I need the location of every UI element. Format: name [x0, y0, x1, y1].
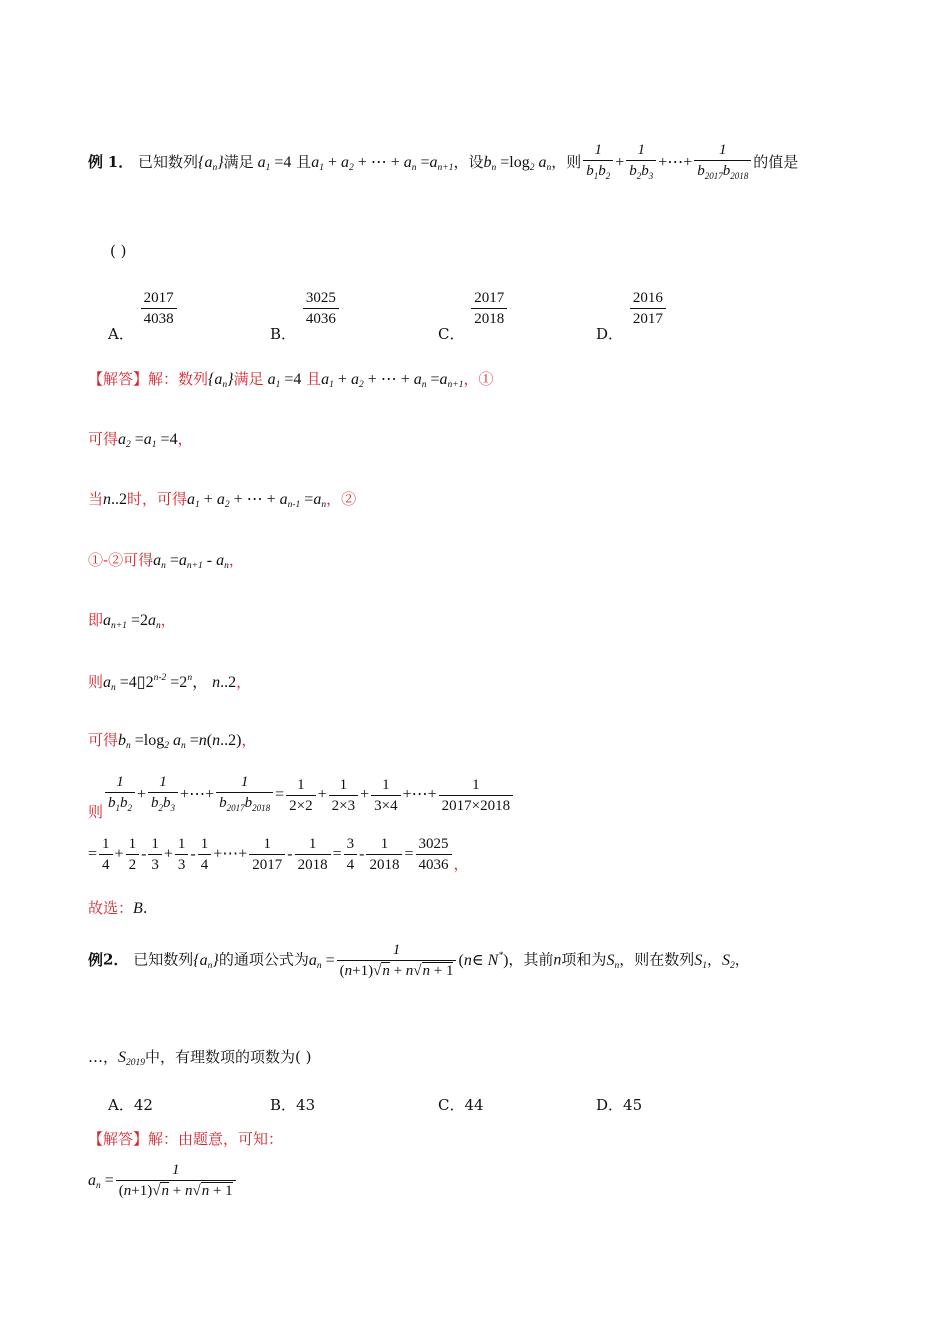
ex1-solution-line7 [88, 729, 256, 751]
ex1-text: ，设 [453, 153, 484, 171]
text: 则 [88, 803, 104, 821]
fraction: $\frac{1}{b_1b_2}$ [583, 140, 613, 186]
ex1-question: 例 1． 已知数列$\{a_n\}$满足 $a_1 =4$ 且$a_1 + a_2$ + ⋯ + $a_n =a_{n+1}$，设$b_n =\log_2$ $a_n$，则 $\frac{1}{b_1b_2}$ + $\frac{1}{b_2b_3}$ +⋯+ $\frac{1}{b_{2017}b_{2018}}$ 的值是 [88, 140, 798, 186]
text: 可得 [88, 430, 119, 448]
ex2-solution-head: 【解答】解：由题意，可知： [88, 1130, 284, 1148]
option-label: A． [108, 324, 134, 343]
text: ， [706, 950, 722, 969]
text: ，① [463, 370, 494, 388]
text: ，则在数列 [619, 950, 695, 969]
fraction: $\frac{1}{2\times 3}$ [329, 775, 358, 816]
ex2-label: 例 [88, 950, 104, 969]
formula: $b_n =\log_2$ $a_n$ [483, 154, 552, 173]
fraction: $\frac{1}{3}$ [175, 834, 189, 875]
option-value: 42 [133, 1096, 153, 1114]
ex1-solution-line6 [88, 669, 251, 693]
formula: $a_{n+1} =2a_n$ [103, 612, 161, 631]
formula: $a_1 =4$ [257, 154, 292, 173]
formula: $\{a_n\}$ [208, 371, 234, 390]
text: 可得 [88, 731, 119, 749]
ex2-option-b [270, 1094, 315, 1115]
solution-heading: 【解答】解：数列 [88, 370, 209, 388]
ex1-option-a [108, 288, 179, 343]
formula: $\{a_n\}$ [198, 154, 224, 173]
fraction: $\frac{3}{4}$ [344, 834, 358, 875]
text: ， [241, 731, 257, 749]
text: 即 [88, 611, 104, 629]
text: . [142, 899, 148, 917]
ex2-question-line2: …，$S_{2019}$中，有理数项的项数为( ) [88, 1048, 312, 1068]
ex1-text: 已知数列 [138, 153, 199, 171]
fraction: $\frac{1}{4}$ [198, 834, 212, 875]
ex2-option-d [596, 1094, 642, 1115]
text: 项和为 [561, 950, 607, 969]
ex1-solution-line2 [88, 428, 193, 450]
formula: n..2 [103, 491, 128, 508]
ex1-option-d [596, 288, 668, 343]
formula: $a_n$ $=4▯2^{n-2} =2^n$， n..2 [103, 673, 237, 693]
text: 满足 [233, 370, 264, 388]
formula: (n∈ N*) [458, 950, 509, 969]
fraction: $\frac{1}{3\times 4}$ [371, 775, 400, 816]
fraction: $\frac{1}{b_1b_2}$ [105, 772, 135, 818]
fraction: $\frac{3025}{4036}$ [303, 288, 339, 329]
text: 时，可得 [127, 490, 188, 508]
formula: $a_1 + a_2$ + ⋯ + $a_n =a_{n+1}$ [311, 154, 454, 173]
ex1-solution-line5 [88, 609, 176, 631]
fraction: $\frac{3025}{4036}$ [416, 834, 452, 875]
fraction: $\frac{2017}{4038}$ [141, 288, 177, 329]
ex1-choose-line [88, 897, 148, 918]
ex1-solution-line3 [88, 488, 356, 510]
ex1-solution-line4 [88, 549, 244, 571]
ex1-text: ，则 [551, 153, 582, 171]
text: ， [236, 673, 252, 691]
ex2-number: 2． [103, 950, 129, 969]
ex1-solution-line8: 则 $\frac{1}{b_1b_2}$ + $\frac{1}{b_2b_3}$ +⋯+ $\frac{1}{b_{2017}b_{2018}}$ = $\frac{1}{2\times 2}$ + $\frac{1}{2\times 3}$ + $\frac{1}{3\times 4}$ +⋯+ $\frac{1}{2017\times 2018}$ [88, 772, 515, 818]
text: 且 [306, 370, 322, 388]
fraction: $\frac{1}{2018}$ [366, 834, 402, 875]
formula: $\{a_n\}$ [193, 951, 219, 971]
ex1-option-b [270, 288, 341, 343]
text: ， [177, 430, 193, 448]
ex1-paren: ( ) [110, 242, 127, 260]
text: 的通项公式为 [218, 950, 309, 969]
fraction: $\frac{1}{2017\times 2018}$ [439, 775, 513, 816]
ex1-number: 1． [107, 153, 134, 171]
text: ， [228, 551, 244, 569]
fraction: $\frac{1}{b_2b_3}$ [148, 772, 178, 818]
text: ，其前 [508, 950, 554, 969]
fraction: $\frac{1}{2}$ [126, 834, 140, 875]
option-label: D． [596, 324, 624, 343]
fraction: $\frac{1}{(n+1)√n + n√n + 1}$ [116, 1160, 236, 1201]
fraction: $\frac{1}{2018}$ [295, 834, 331, 875]
fraction: $\frac{1}{4}$ [99, 834, 113, 875]
option-label: A． [108, 1096, 134, 1114]
fraction: $\frac{2017}{2018}$ [471, 288, 507, 329]
ex1-text: 且 [296, 153, 312, 171]
ex2-question: 例2． 已知数列$\{a_n\}$的通项公式为$a_n$ = $\frac{1}{(n+1)√n + n√n + 1}$ (n∈ N*)，其前n项和为$S_n$，则在数列$S_1$，$S_2$， [88, 942, 750, 979]
text: 当 [88, 490, 104, 508]
ex1-text: 的值是 [753, 153, 799, 171]
ex1-text: 满足 [223, 153, 254, 171]
ex1-label: 例 [88, 153, 104, 171]
formula: $b_n =\log_2$ $a_n =n(n..2)$ [118, 732, 242, 751]
option-value: 43 [296, 1096, 316, 1114]
fraction: $\frac{1}{b_{2017}b_{2018}}$ [216, 772, 273, 818]
option-label: B． [270, 324, 297, 343]
option-label: C． [438, 1096, 465, 1114]
option-value: 45 [623, 1096, 643, 1114]
text: 已知数列 [133, 950, 194, 969]
formula: $a_n$ = [88, 1171, 114, 1191]
ex1-option-c [438, 288, 509, 343]
fraction: $\frac{1}{2017}$ [249, 834, 285, 875]
ex1-solution-line9: = $\frac{1}{4}$ + $\frac{1}{2}$ - $\frac{1}{3}$ + $\frac{1}{3}$ - $\frac{1}{4}$ +⋯+ $\frac{1}{2017}$ - $\frac{1}{2018}$ = $\frac{3}{4}$ - $\frac{1}{2018}$ = $\frac{3025}{4036}$ ， [88, 836, 469, 873]
fraction: $\frac{1}{b_2b_3}$ [626, 140, 656, 186]
ex2-option-a [108, 1094, 153, 1115]
text: 中，有理数项的项数为 [145, 1048, 296, 1066]
ex2-solution-formula [88, 1160, 238, 1201]
choose-answer: B [133, 900, 143, 917]
fraction: $\frac{1}{(n+1)√n + n√n + 1}$ [337, 940, 457, 981]
fraction: $\frac{1}{2\times 2}$ [286, 775, 315, 816]
choose-label: 故选： [88, 899, 134, 917]
formula: $a_n =a_{n+1} - a_n$ [153, 552, 229, 571]
fraction: $\frac{2016}{2017}$ [630, 288, 666, 329]
text: ， [160, 611, 176, 629]
paren: ( ) [295, 1048, 312, 1066]
formula: $a_1 =4$ [267, 371, 302, 390]
option-label: C． [438, 324, 465, 343]
text: ， [734, 950, 750, 969]
option-label: B． [270, 1096, 297, 1114]
formula: $a_1 + a_2$ + ⋯ + $a_{n-1} =a_n$ [187, 491, 327, 510]
text: ， [453, 854, 469, 873]
fraction: $\frac{1}{3}$ [148, 834, 162, 875]
option-label: D． [596, 1096, 624, 1114]
option-value: 44 [464, 1096, 484, 1114]
formula: $a_n$ = [308, 951, 335, 971]
text: ，② [326, 490, 357, 508]
ex1-solution-line1 [88, 368, 493, 390]
text: 则 [88, 673, 104, 691]
formula: $a_2 =a_1 =4$ [118, 431, 178, 450]
fraction: $\frac{1}{b_{2017}b_{2018}}$ [694, 140, 751, 186]
text: …， [88, 1048, 119, 1066]
formula: $a_1 + a_2$ + ⋯ + $a_n =a_{n+1}$ [321, 371, 464, 390]
text: ①-②可得 [88, 551, 154, 569]
ex2-option-c [438, 1094, 484, 1115]
